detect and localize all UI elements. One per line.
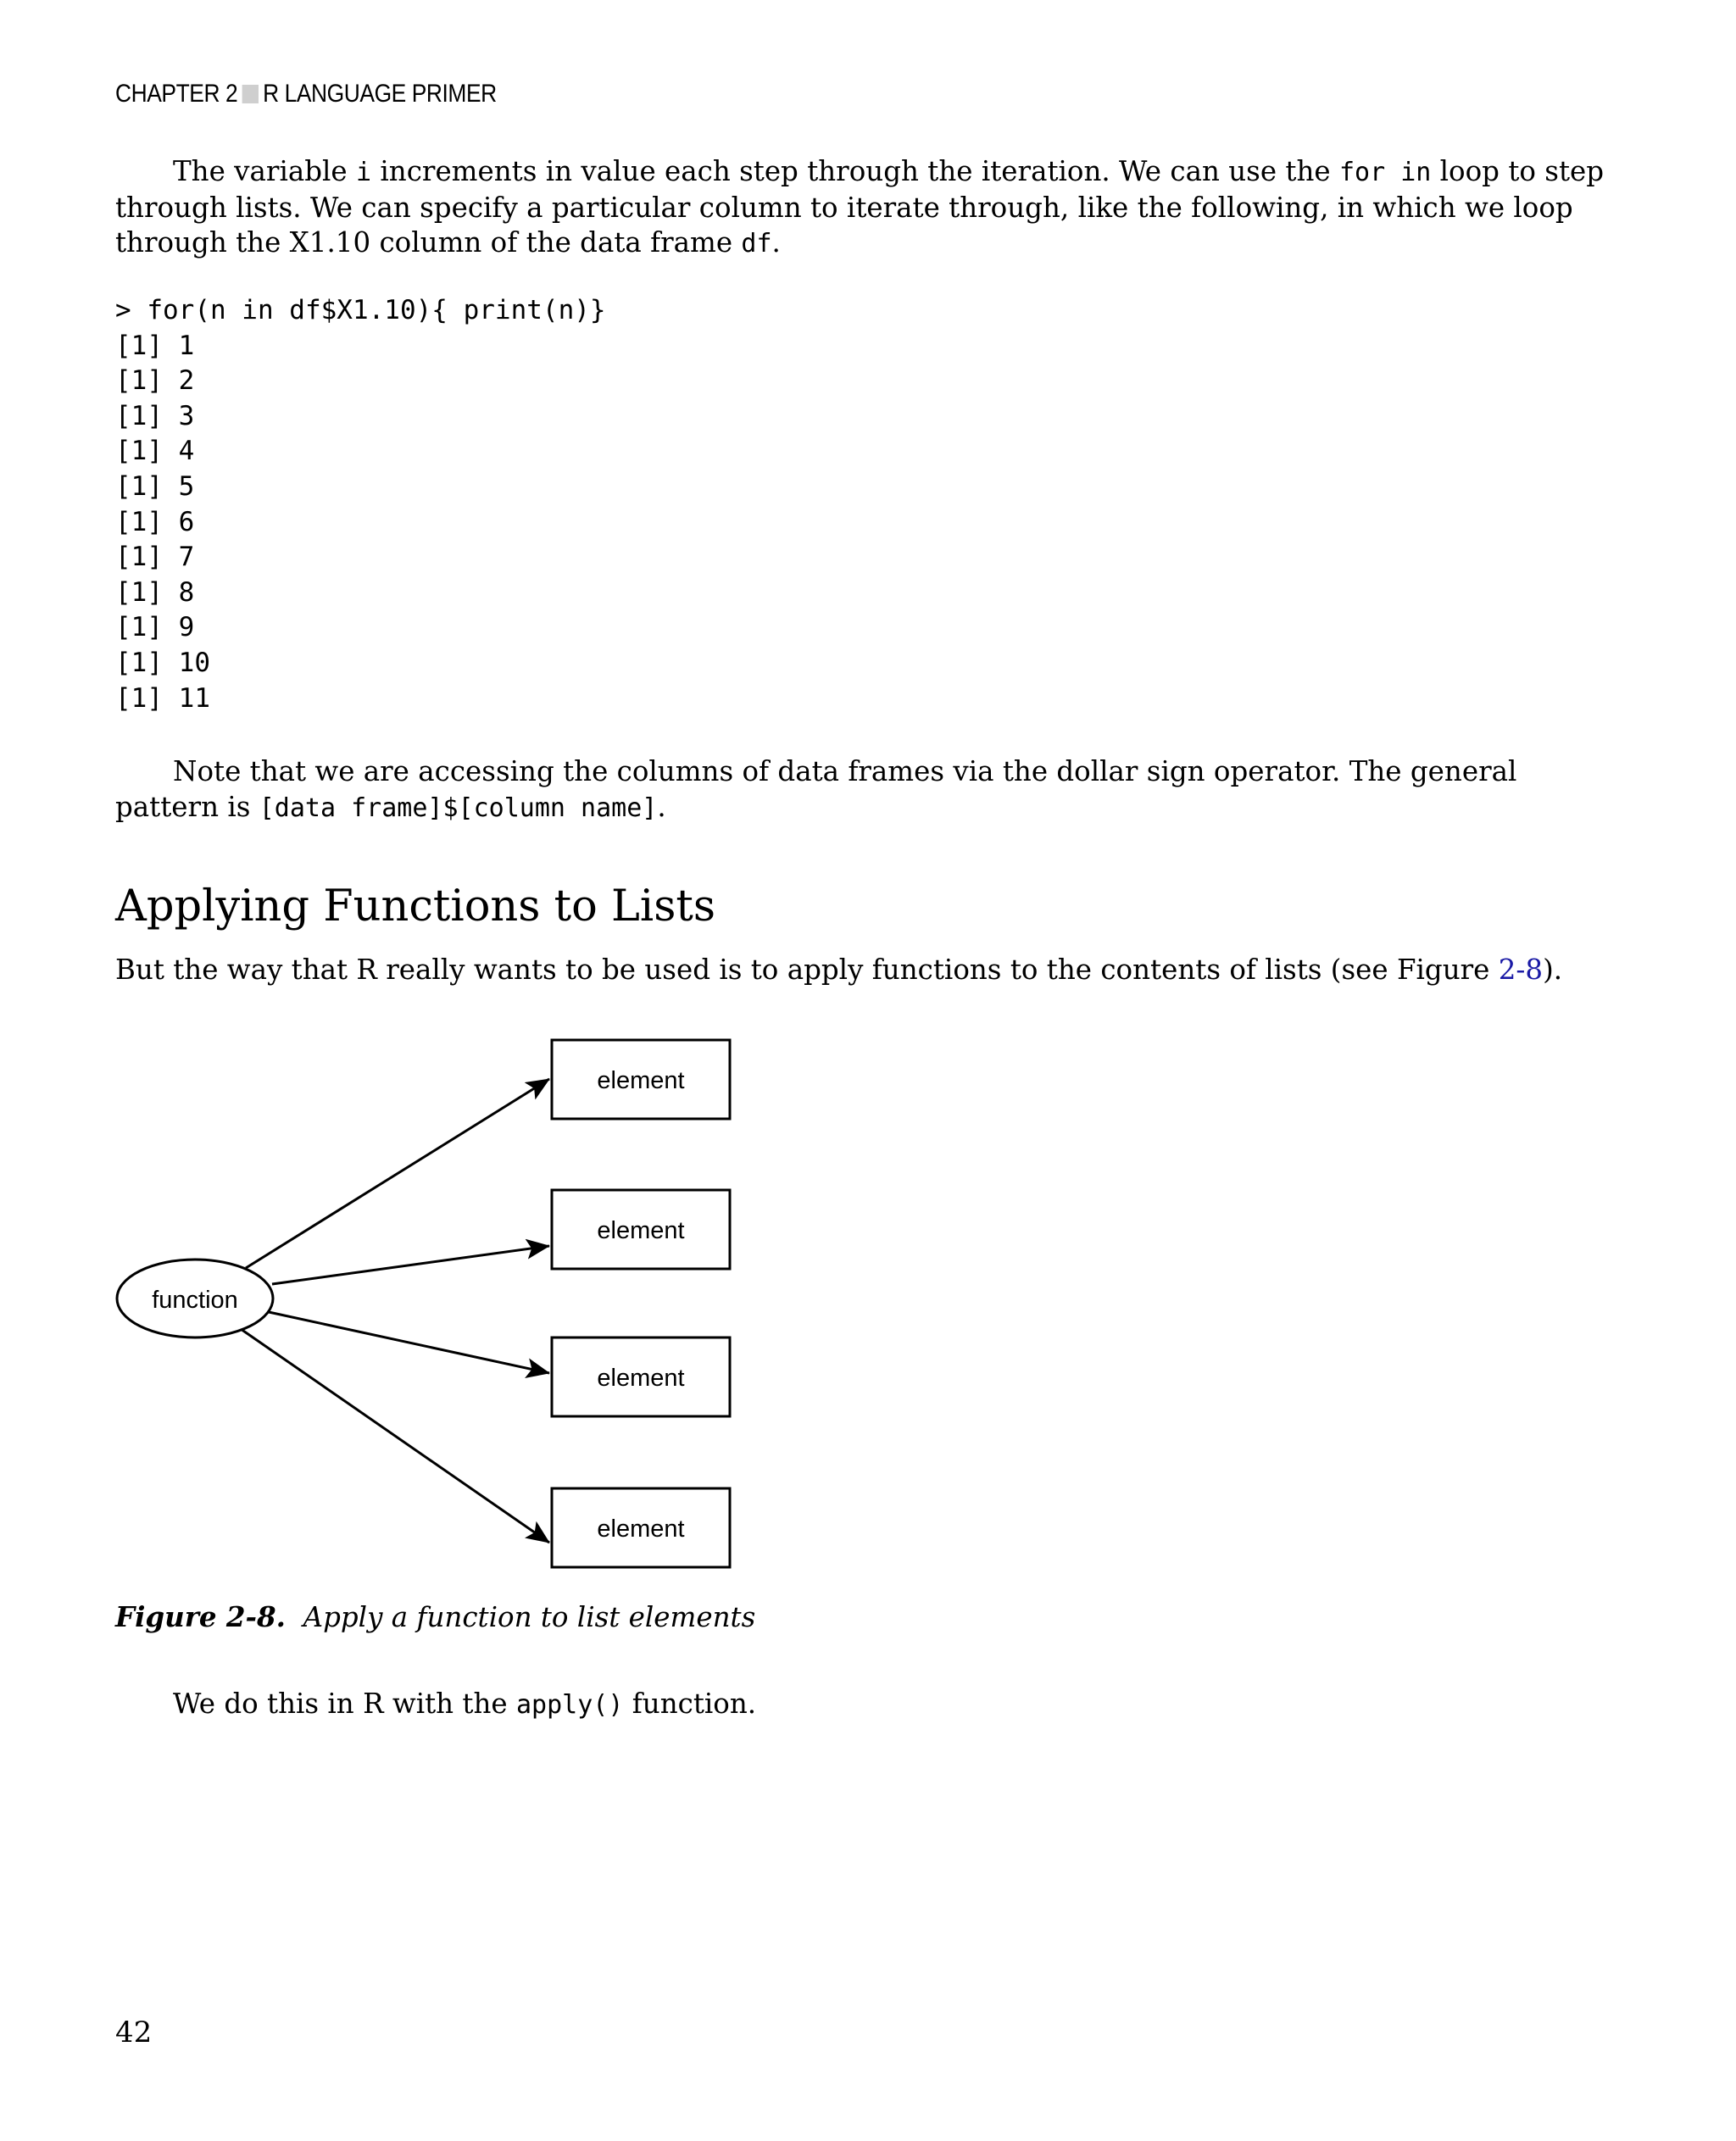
header-chapter: CHAPTER 2 (115, 80, 238, 108)
arrow-to-element-1 (246, 1079, 549, 1268)
code-line-output: [1] 2 (115, 365, 195, 397)
caption-text: Apply a function to list elements (303, 1601, 756, 1633)
paragraph-apply: We do this in R with the apply() function. (173, 1688, 757, 1720)
arrow-to-element-3 (269, 1312, 549, 1373)
element-label-3: element (597, 1365, 685, 1392)
code-line-output: [1] 5 (115, 470, 195, 502)
caption-label: Figure 2-8. (115, 1600, 286, 1633)
code-line-output: [1] 1 (115, 330, 195, 361)
figure-link[interactable]: 2-8 (1498, 954, 1544, 986)
figure-caption (115, 1600, 755, 1633)
element-label-1: element (597, 1067, 685, 1094)
header-title: R LANGUAGE PRIMER (263, 80, 497, 108)
page-number: 42 (115, 2016, 153, 2049)
code-line-output: [1] 9 (115, 612, 195, 643)
code-line-output: [1] 8 (115, 576, 195, 608)
code-line-command: > for(n in df$X1.10){ print(n)} (115, 295, 606, 325)
element-label-2: element (597, 1217, 685, 1244)
paragraph-for-loop: The variable i increments in value each step through the iteration. We can use the for in loop to step through lists. We can specify a particular column to iterate through, like the following, in which we loop through the X1.10 column of the data frame df. (115, 155, 1605, 259)
arrow-to-element-4 (241, 1329, 549, 1543)
arrow-to-element-2 (272, 1246, 549, 1284)
code-line-output: [1] 6 (115, 506, 195, 537)
section-title: Applying Functions to Lists (115, 881, 716, 931)
code-line-output: [1] 4 (115, 436, 195, 467)
function-label: function (152, 1287, 238, 1314)
code-line-output: [1] 11 (115, 682, 210, 714)
element-label-4: element (597, 1515, 685, 1543)
paragraph-dollar-operator: Note that we are accessing the columns of data frames via the dollar sign operator. The general pattern is [data frame]$[column name]. (115, 755, 1517, 823)
paragraph-apply-intro: But the way that R really wants to be used is to apply functions to the contents of lists (see Figure 2-8). (115, 954, 1563, 986)
code-line-output: [1] 10 (115, 647, 210, 678)
code-line-output: [1] 7 (115, 542, 195, 573)
code-line-output: [1] 3 (115, 400, 195, 431)
